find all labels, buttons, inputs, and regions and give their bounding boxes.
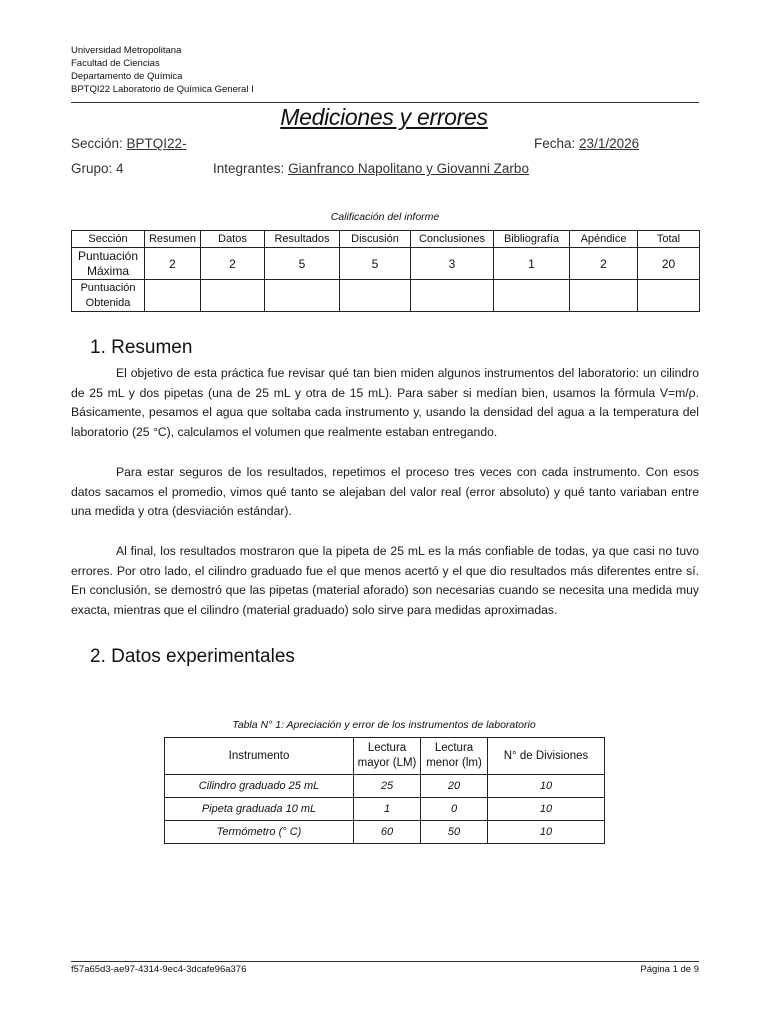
footer-document-id: f57a65d3-ae97-4314-9ec4-3dcafe96a376 xyxy=(71,964,247,975)
instrument-col-lectura-mayor-line1: Lectura xyxy=(367,742,407,754)
instrument-col-lectura-menor-line1: Lectura xyxy=(434,742,474,754)
grades-col-resumen: Resumen xyxy=(145,231,201,248)
instrument-table-caption: Tabla N° 1: Apreciación y error de los instrumentos de laboratorio xyxy=(232,719,536,731)
grades-col-conclusiones: Conclusiones xyxy=(411,231,494,248)
grades-max-row xyxy=(72,248,700,280)
grades-max-bibliografia: 1 xyxy=(494,248,570,280)
integrantes-field xyxy=(213,161,529,176)
grades-max-apendice: 2 xyxy=(570,248,638,280)
grades-col-discusion: Discusión xyxy=(340,231,411,248)
grades-max-total: 20 xyxy=(638,248,700,280)
instrument-name: Cilindro graduado 25 mL xyxy=(165,775,354,798)
grupo-field xyxy=(71,161,124,176)
grupo-value: 4 xyxy=(116,161,124,176)
table-row xyxy=(165,821,605,844)
integrantes-label: Integrantes: xyxy=(213,161,285,176)
header-divider xyxy=(71,102,699,103)
grades-obtained-total xyxy=(638,280,700,312)
document-title: Mediciones y errores xyxy=(280,104,488,130)
instrument-name: Termómetro (° C) xyxy=(165,821,354,844)
grades-table-caption: Calificación del informe xyxy=(330,211,440,223)
instrument-table xyxy=(164,737,605,844)
grades-col-datos: Datos xyxy=(201,231,265,248)
grades-obtained-discusion xyxy=(340,280,411,312)
fecha-field xyxy=(534,136,639,151)
grades-col-total: Total xyxy=(638,231,700,248)
section-heading-datos: 2. Datos experimentales xyxy=(90,646,295,667)
grades-col-bibliografia: Bibliografía xyxy=(494,231,570,248)
instrument-lectura-menor: 0 xyxy=(421,798,488,821)
instrument-col-instrumento: Instrumento xyxy=(165,738,354,775)
grades-max-datos: 2 xyxy=(201,248,265,280)
footer-divider xyxy=(71,961,699,962)
instrument-col-divisiones: N° de Divisiones xyxy=(488,738,605,775)
instrument-lectura-mayor: 1 xyxy=(354,798,421,821)
table-row xyxy=(165,775,605,798)
integrantes-value: Gianfranco Napolitano y Giovanni Zarbo xyxy=(288,161,529,176)
course-name: BPTQI22 Laboratorio de Química General I xyxy=(71,84,254,95)
grades-obtained-label-line2: Obtenida xyxy=(85,296,131,309)
instrument-divisiones: 10 xyxy=(488,798,605,821)
instrument-col-lectura-menor-line2: menor (lm) xyxy=(426,757,482,769)
grades-obtained-label-line1: Puntuación xyxy=(80,281,136,294)
grades-max-label-line1: Puntuación xyxy=(77,248,139,263)
resumen-paragraph-3: Al final, los resultados mostraron que la pipeta de 25 mL es la más confiable de todas, ya que casi no tuvo errores. Por otro lado, el cilindro graduado fue el que menos acertó y el que dio resultados más diferentes entre sí. En conclusión, se demostró que las pipetas (material aforado) son necesarias cuando se necesita una medida muy exacta, mientras que el cilindro (material graduado) solo sirve para medidas aproximadas. xyxy=(71,544,699,617)
grades-obtained-resultados xyxy=(265,280,340,312)
instrument-divisiones: 10 xyxy=(488,821,605,844)
seccion-label: Sección: xyxy=(71,136,123,151)
university-name: Universidad Metropolitana xyxy=(71,45,182,56)
footer-page-number: Página 1 de 9 xyxy=(640,964,699,975)
instrument-col-lectura-mayor-line2: mayor (LM) xyxy=(357,757,417,769)
grades-max-label xyxy=(72,248,145,280)
seccion-field xyxy=(71,136,187,151)
instrument-col-lectura-menor xyxy=(421,738,488,775)
instrument-lectura-mayor: 60 xyxy=(354,821,421,844)
instrument-name: Pipeta graduada 10 mL xyxy=(165,798,354,821)
section-heading-resumen: 1. Resumen xyxy=(90,337,193,358)
instrument-divisiones: 10 xyxy=(488,775,605,798)
resumen-paragraph-2: Para estar seguros de los resultados, repetimos el proceso tres veces con cada instrumento. Con esos datos sacamos el promedio, vimos qué tanto se alejaban del valor real (error absoluto) y qué tanto variaban entre una medida y otra (desviación estándar). xyxy=(71,465,699,519)
instrument-lectura-mayor: 25 xyxy=(354,775,421,798)
grades-col-seccion: Sección xyxy=(72,231,145,248)
grades-col-resultados: Resultados xyxy=(265,231,340,248)
faculty-name: Facultad de Ciencias xyxy=(71,58,160,69)
instrument-lectura-menor: 50 xyxy=(421,821,488,844)
grupo-label: Grupo: xyxy=(71,161,113,176)
grades-obtained-row xyxy=(72,280,700,312)
grades-obtained-apendice xyxy=(570,280,638,312)
instrument-lectura-menor: 20 xyxy=(421,775,488,798)
grades-max-label-line2: Máxima xyxy=(86,263,129,278)
instrument-col-lectura-mayor xyxy=(354,738,421,775)
grades-col-apendice: Apéndice xyxy=(570,231,638,248)
grades-max-discusion: 5 xyxy=(340,248,411,280)
resumen-paragraph-1: El objetivo de esta práctica fue revisar qué tan bien miden algunos instrumentos del laboratorio: un cilindro de 25 mL y dos pipetas (una de 25 mL y otra de 15 mL). Para saber si medían bien, usamos la fórmula V=m/ρ. Básicamente, pesamos el agua que soltaba cada instrumento y, usando la densidad del agua a la temperatura del laboratorio (25 °C), calculamos el volumen que realmente estaban entregando. xyxy=(71,366,699,439)
grades-table xyxy=(71,230,700,312)
seccion-value: BPTQI22- xyxy=(126,136,187,151)
grades-obtained-datos xyxy=(201,280,265,312)
instrument-header-row xyxy=(165,738,605,775)
grades-obtained-conclusiones xyxy=(411,280,494,312)
fecha-label: Fecha: xyxy=(534,136,576,151)
table-row xyxy=(165,798,605,821)
grades-max-resultados: 5 xyxy=(265,248,340,280)
department-name: Departamento de Química xyxy=(71,71,183,82)
fecha-value: 23/1/2026 xyxy=(579,136,640,151)
grades-obtained-label xyxy=(72,280,145,312)
grades-header-row xyxy=(72,231,700,248)
grades-max-resumen: 2 xyxy=(145,248,201,280)
grades-obtained-resumen xyxy=(145,280,201,312)
institution-header xyxy=(71,44,699,96)
grades-max-conclusiones: 3 xyxy=(411,248,494,280)
grades-obtained-bibliografia xyxy=(494,280,570,312)
